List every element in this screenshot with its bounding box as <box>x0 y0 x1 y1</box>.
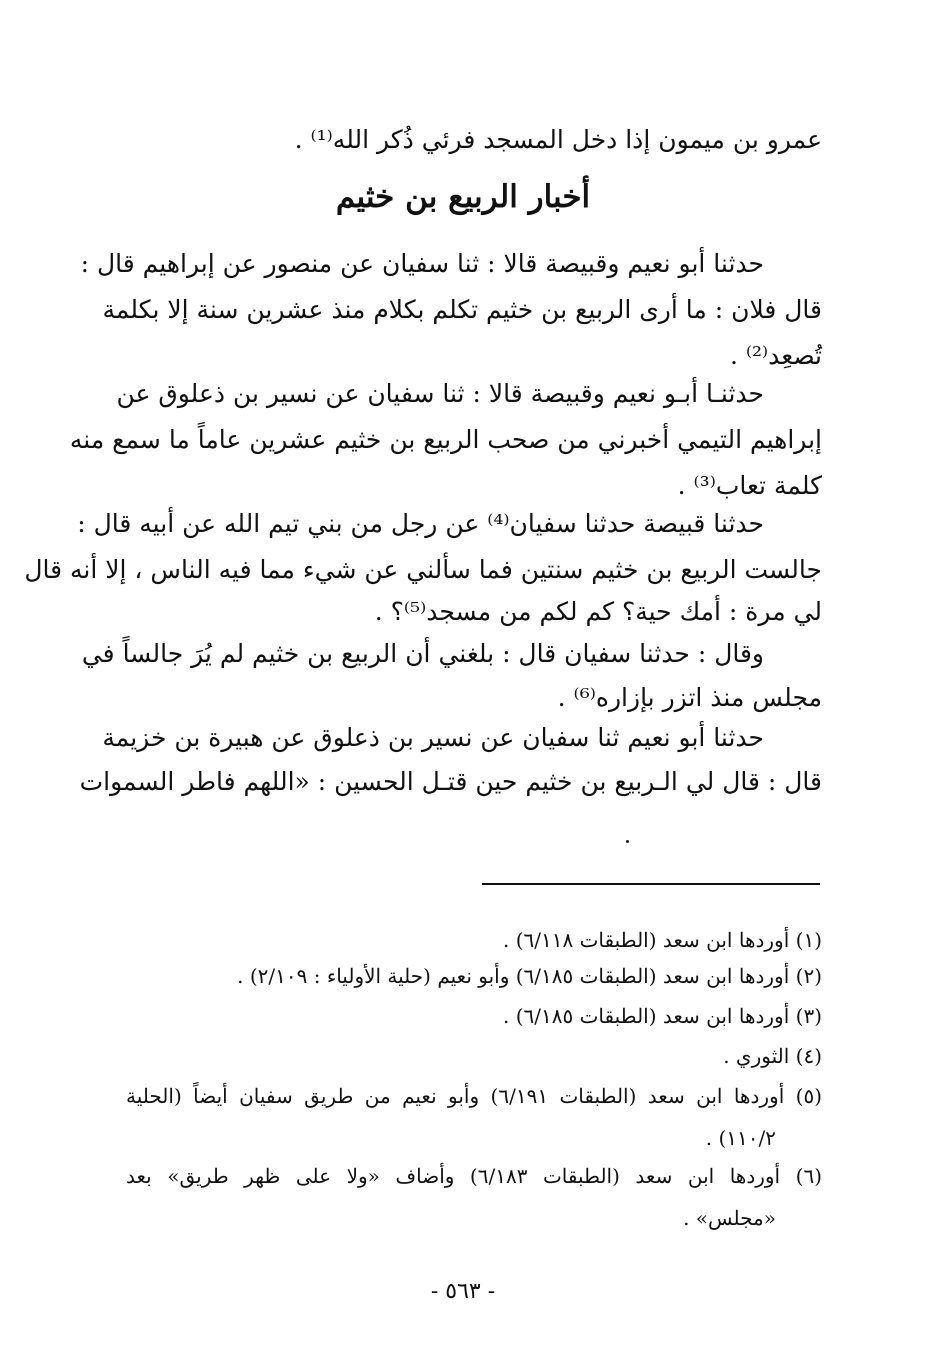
footnote-1: (١) أوردها ابن سعد (الطبقات ٦/١١٨) . <box>502 928 822 952</box>
top-line: عمرو بن ميمون إذا دخل المسجد فرئي ذُكر الله⁽¹⁾ . <box>294 125 822 154</box>
text-line-12: حدثنا أبو نعيم ثنا سفيان عن نسير بن ذعلوق عن هبيرة بن خزيمة <box>102 723 764 752</box>
text-line-1: حدثنا أبو نعيم وقبيصة قالا : ثنا سفيان عن منصور عن إبراهيم قال : <box>80 249 764 278</box>
text-line-7: حدثنا قبيصة حدثنا سفيان⁽⁴⁾ عن رجل من بني تيم الله عن أبيه قال : <box>77 509 764 538</box>
text-line-8: جالست الربيع بن خثيم سنتين فما سألني عن شيء مما فيه الناس ، إلا أنه قال <box>24 555 822 584</box>
footnote-6-cont: «مجلس» . <box>683 1206 776 1230</box>
text-line-9: لي مرة : أمك حية؟ كم لكم من مسجد⁽⁵⁾؟ . <box>374 597 822 626</box>
text-line-11: مجلس منذ اتزر بإزاره⁽⁶⁾ . <box>557 683 822 712</box>
text-line-2: قال فلان : ما أرى الربيع بن خثيم تكلم بكلام منذ عشرين سنة إلا بكلمة <box>102 295 822 324</box>
text-line-6: كلمة تعاب⁽³⁾ . <box>677 471 822 500</box>
text-line-5: إبراهيم التيمي أخبرني من صحب الربيع بن خثيم عشرين عاماً ما سمع منه <box>69 425 822 454</box>
footnote-5-cont: ١١٠/٢) . <box>705 1126 776 1150</box>
footnote-2: (٢) أوردها ابن سعد (الطبقات ٦/١٨٥) وأبو نعيم (حلية الأولياء : ٢/١٠٩) . <box>237 964 822 988</box>
section-title: أخبار الربيع بن خثيم <box>335 179 591 215</box>
stray-dot <box>626 840 629 843</box>
footnote-4: (٤) الثوري . <box>723 1044 822 1068</box>
footnote-separator <box>482 883 820 885</box>
footnote-3: (٣) أوردها ابن سعد (الطبقات ٦/١٨٥) . <box>502 1004 822 1028</box>
footnote-5: (٥) أوردها ابن سعد (الطبقات ٦/١٩١) وأبو نعيم من طريق سفيان أيضاً (الحلية <box>126 1084 823 1108</box>
text-line-10: وقال : حدثنا سفيان قال : بلغني أن الربيع بن خثيم لم يُرَ جالساً في <box>81 639 764 668</box>
text-line-4: حدثنـا أبـو نعيم وقبيصة قالا : ثنا سفيان عن نسير بن ذعلوق عن <box>116 379 764 408</box>
footnote-6: (٦) أوردها ابن سعد (الطبقات ٦/١٨٣) وأضاف «ولا على ظهر طريق» بعد <box>126 1164 822 1188</box>
page-number: - ٥٦٣ - <box>430 1279 496 1304</box>
text-line-13: قال : قال لي الـربيع بن خثيم حين قتـل الحسين : «اللهم فاطر السموات <box>79 767 822 796</box>
text-line-3: تُصعِد⁽²⁾ . <box>729 341 822 370</box>
